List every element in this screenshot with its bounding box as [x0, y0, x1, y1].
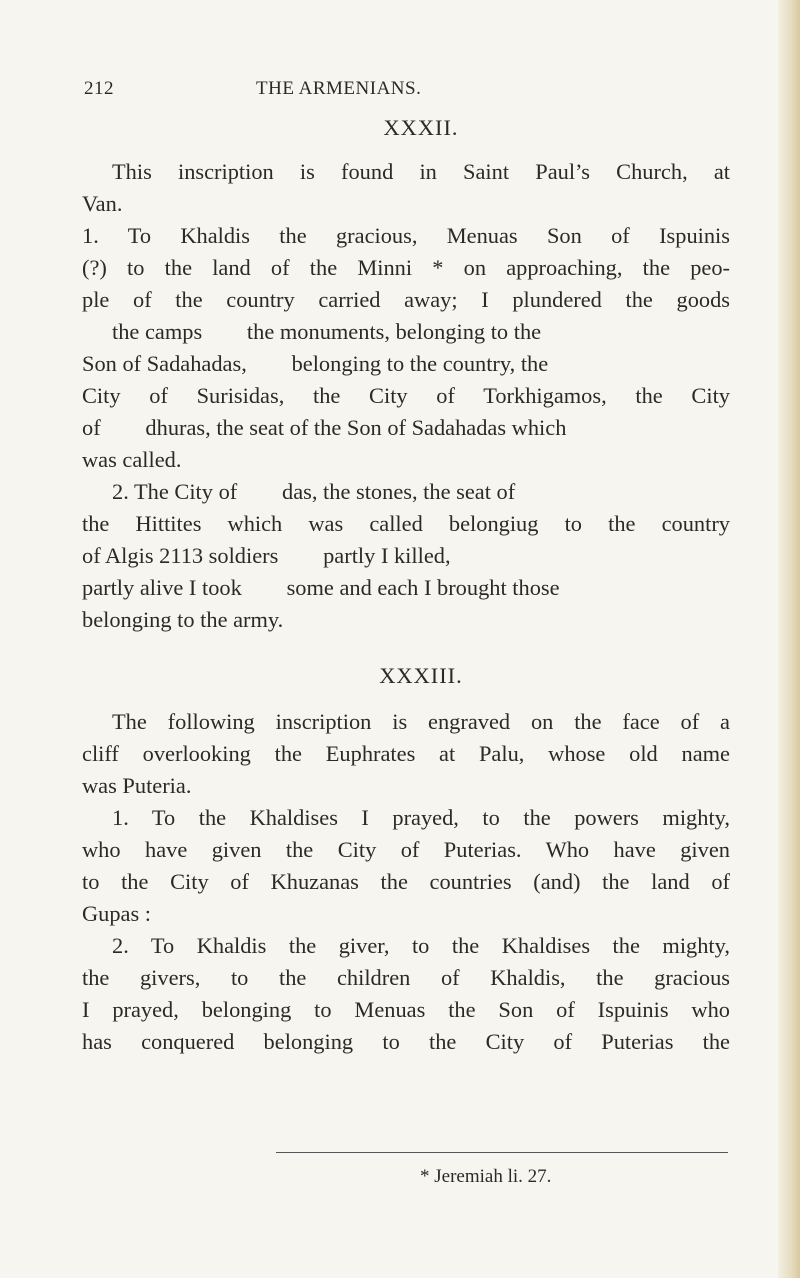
text-line: 2. To Khaldis the giver, to the Khaldises the mighty, — [112, 933, 730, 958]
text-line: of dhuras, the seat of the Son of Sadahadas which — [82, 415, 567, 440]
text-line: the givers, to the children of Khaldis, the gracious — [82, 965, 730, 990]
running-head: THE ARMENIANS. — [256, 78, 422, 99]
section-xxxii-body — [82, 156, 730, 636]
text-line: City of Surisidas, the City of Torkhigamos, the City — [82, 383, 730, 408]
text-line: Gupas : — [82, 901, 152, 926]
text-line: was called. — [82, 447, 182, 472]
section-heading-xxxiii: XXXIII. — [379, 663, 463, 688]
section-heading-xxxii: XXXII. — [383, 115, 459, 140]
text-line: ple of the country carried away; I plundered the goods — [82, 287, 730, 312]
footnote: * Jeremiah li. 27. — [420, 1166, 552, 1187]
text-line: Van. — [82, 191, 123, 216]
text-line: 1. To Khaldis the gracious, Menuas Son of Ispuinis — [82, 223, 730, 248]
text-line: The following inscription is engraved on the face of a — [112, 709, 730, 734]
page-number: 212 — [84, 78, 114, 99]
section-xxxiii-body — [82, 706, 730, 1058]
text-line: cliff overlooking the Euphrates at Palu, whose old name — [82, 741, 730, 766]
text-line: the Hittites which was called belongiug to the country — [82, 511, 730, 536]
text-line: partly alive I took some and each I brought those — [82, 575, 560, 600]
page-edge-shading — [778, 0, 800, 1278]
text-line: the camps the monuments, belonging to the — [112, 319, 542, 344]
text-line: (?) to the land of the Minni * on approaching, the peo- — [82, 255, 730, 280]
text-line: has conquered belonging to the City of Puterias the — [82, 1029, 730, 1054]
text-line: This inscription is found in Saint Paul’s Church, at — [112, 159, 730, 184]
text-line: to the City of Khuzanas the countries (and) the land of — [82, 869, 730, 894]
text-line: 1. To the Khaldises I prayed, to the powers mighty, — [112, 805, 730, 830]
text-line: belonging to the army. — [82, 607, 284, 632]
text-line: who have given the City of Puterias. Who have given — [82, 837, 730, 862]
text-line: 2. The City of das, the stones, the seat of — [112, 479, 516, 504]
footnote-rule — [276, 1152, 728, 1153]
text-line: was Puteria. — [82, 773, 192, 798]
text-line: of Algis 2113 soldiers partly I killed, — [82, 543, 451, 568]
text-line: I prayed, belonging to Menuas the Son of Ispuinis who — [82, 997, 730, 1022]
text-line: Son of Sadahadas, belonging to the country, the — [82, 351, 549, 376]
